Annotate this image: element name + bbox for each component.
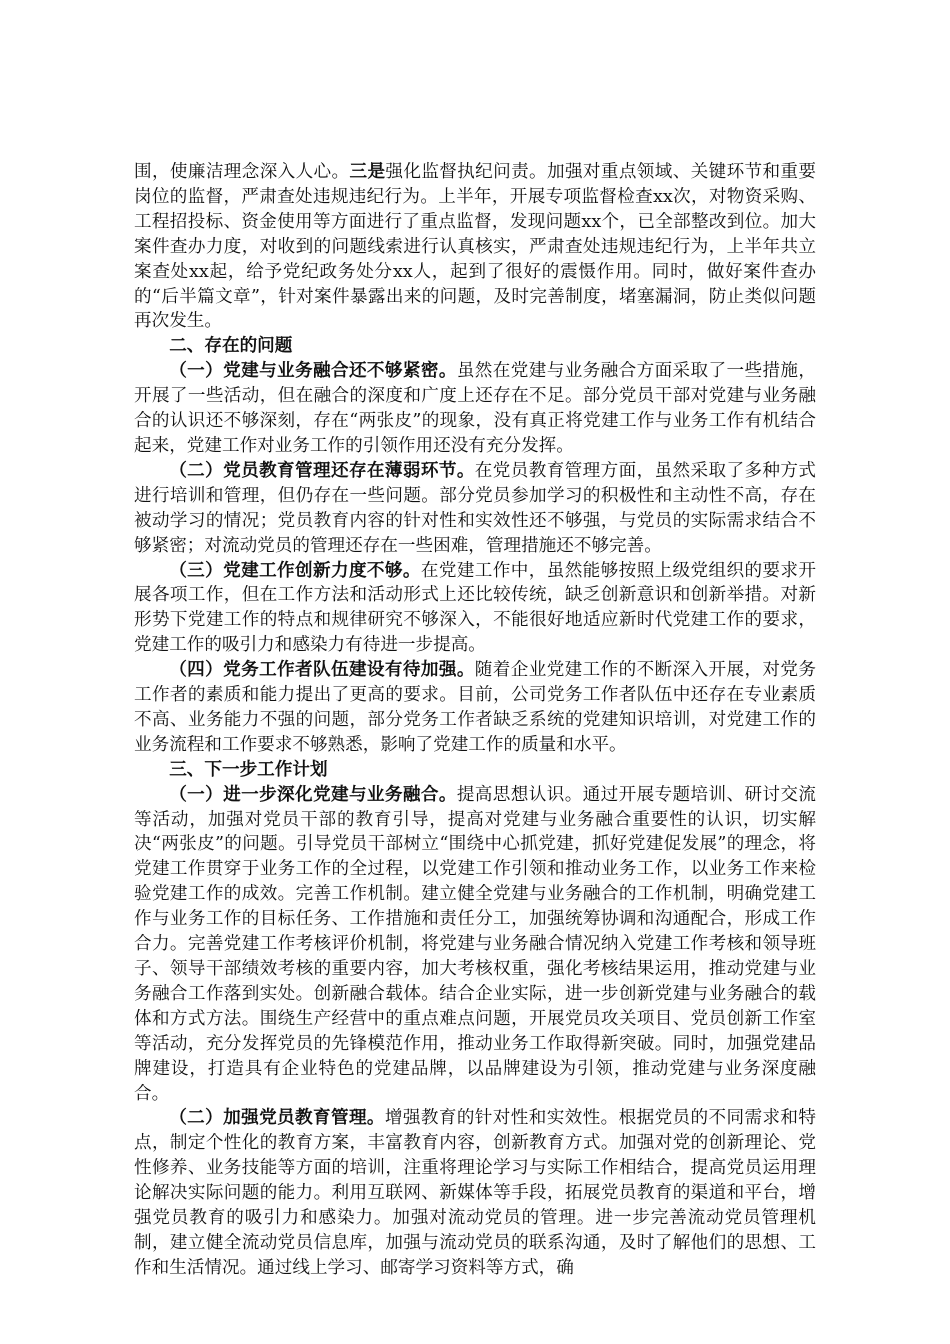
paragraph-lead-bold: （一）进一步深化党建与业务融合。: [169, 783, 457, 805]
paragraph-text: 提高思想认识。通过开展专题培训、研讨交流等活动，加强对党员干部的教育引导，提高对党建与业务融合重要性的认识，切实解决“两张皮”的问题。引导党员干部树立“围绕中心抓党建，抓好党建促发展”的理念，将党建工作贯穿于业务工作的全过程，以党建工作引领和推动业务工作，以业务工作来检验党建工作的成效。完善工作机制。建立健全党建与业务融合的工作机制，明确党建工作与业务工作的目标任务、工作措施和责任分工，加强统筹协调和沟通配合，形成工作合力。完善党建工作考核评价机制，将党建与业务融合情况纳入党建工作考核和领导班子、领导干部绩效考核的重要内容，加大考核权重，强化考核结果运用，推动党建与业务融合工作落到实处。创新融合载体。结合企业实际，进一步创新党建与业务融合的载体和方式方法。围绕生产经营中的重点难点问题，开展党员攻关项目、党员创新工作室等活动，充分发挥党员的先锋模范作用，推动业务工作取得新突破。同时，加强党建品牌建设，打造具有企业特色的党建品牌，以品牌建设为引领，推动党建与业务深度融合。: [134, 784, 816, 1104]
paragraph-problem-1: [134, 359, 816, 459]
paragraph-text: 围，使廉洁理念深入人心。: [134, 162, 350, 182]
paragraph-lead-bold: （二）党员教育管理还存在薄弱环节。: [169, 459, 475, 481]
paragraph-plan-1: [134, 783, 816, 1107]
paragraph-problem-2: [134, 459, 816, 559]
paragraph-lead-bold: 三是: [349, 161, 386, 182]
paragraph-text: 随着企业党建工作的不断深入开展，对党务工作者的素质和能力提出了更高的要求。目前，公司党务工作者队伍中还存在专业素质不高、业务能力不强的问题，部分党务工作者缺乏系统的党建知识培训，对党建工作的业务流程和工作要求不够熟悉，影响了党建工作的质量和水平。: [134, 660, 816, 755]
paragraph-lead-bold: （一）党建与业务融合还不够紧密。: [169, 360, 457, 382]
paragraph-text: 在党员教育管理方面，虽然采取了多种方式进行培训和管理，但仍存在一些问题。部分党员参加学习的积极性和主动性不高，存在被动学习的情况；党员教育内容的针对性和实效性还不够强，与党员的实际需求结合不够紧密；对流动党员的管理还存在一些困难，管理措施还不够完善。: [134, 460, 816, 556]
paragraph-text: 增强教育的针对性和实效性。根据党员的不同需求和特点，制定个性化的教育方案，丰富教育内容，创新教育方式。加强对党的创新理论、党性修养、业务技能等方面的培训，注重将理论学习与实际工作相结合，提高党员运用理论解决实际问题的能力。利用互联网、新媒体等手段，拓展党员教育的渠道和平台，增强党员教育的吸引力和感染力。加强对流动党员的管理。进一步完善流动党员管理机制，建立健全流动党员信息库，加强与流动党员的联系沟通，及时了解他们的思想、工作和生活情况。通过线上学习、邮寄学习资料等方式，确: [134, 1108, 816, 1278]
paragraph-supervision: [134, 160, 816, 334]
paragraph-lead-bold: （四）党务工作者队伍建设有待加强。: [169, 659, 475, 681]
paragraph-text: 虽然在党建与业务融合方面采取了一些措施，开展了一些活动，但在融合的深度和广度上还存在不足。部分党员干部对党建与业务融合的认识还不够深刻，存在“两张皮”的现象，没有真正将党建工作与业务工作有机结合起来，党建工作对业务工作的引领作用还没有充分发挥。: [134, 361, 816, 456]
paragraph-text: 强化监督执纪问责。加强对重点领域、关键环节和重要岗位的监督，严肃查处违规违纪行为。上半年，开展专项监督检查xx次，对物资采购、工程招投标、资金使用等方面进行了重点监督，发现问题xx个，已全部整改到位。加大案件查办力度，对收到的问题线索进行认真核实，严肃查处违规违纪行为，上半年共立案查处xx起，给予党纪政务处分xx人，起到了很好的震慑作用。同时，做好案件查办的“后半篇文章”，针对案件暴露出来的问题，及时完善制度，堵塞漏洞，防止类似问题再次发生。: [134, 162, 816, 332]
section-heading-plan: 三、下一步工作计划: [169, 758, 328, 780]
paragraph-text: 在党建工作中，虽然能够按照上级党组织的要求开展各项工作，但在工作方法和活动形式上还比较传统，缺乏创新意识和创新举措。对新形势下党建工作的特点和规律研究不够深入，不能很好地适应新时代党建工作的要求，党建工作的吸引力和感染力有待进一步提高。: [134, 560, 816, 656]
document-body: [134, 160, 816, 1281]
paragraph-lead-bold: （二）加强党员教育管理。: [169, 1107, 385, 1129]
paragraph-lead-bold: （三）党建工作创新力度不够。: [169, 559, 421, 581]
paragraph-problem-4: [134, 658, 816, 758]
paragraph-plan-2: [134, 1106, 816, 1280]
section-heading-problems: 二、存在的问题: [169, 335, 293, 357]
paragraph-problem-3: [134, 559, 816, 659]
